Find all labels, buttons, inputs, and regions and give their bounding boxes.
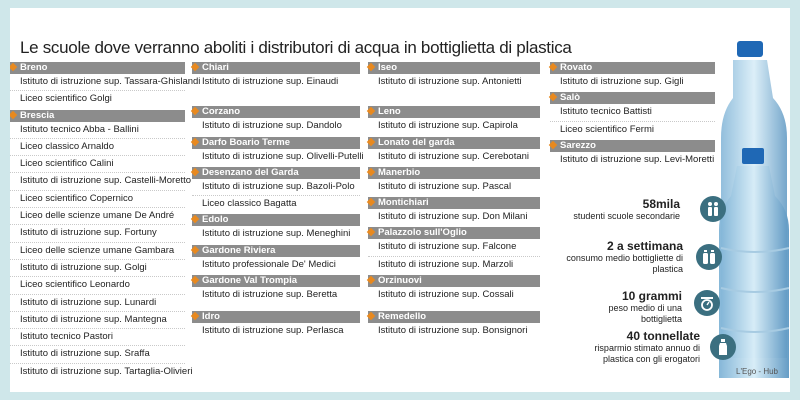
list-item: Istituto di istruzione sup. Bazoli-Polo: [192, 179, 360, 196]
list-item: Liceo scientifico Copernico: [10, 191, 185, 208]
column-4: [550, 60, 715, 168]
stat-bottles-week: [565, 240, 683, 274]
list-item: Istituto tecnico Battisti: [550, 104, 715, 121]
column-3: [368, 60, 540, 340]
students-icon: [700, 196, 726, 222]
infographic-sheet: [10, 8, 790, 392]
column-2: [192, 60, 364, 340]
group-header: Manerbio: [368, 167, 540, 179]
list-item: Liceo scientifico Calini: [10, 156, 185, 173]
list-item: Istituto di istruzione sup. Cerebotani: [378, 150, 530, 162]
group-header: Montichiari: [368, 197, 540, 209]
group-header: Gardone Riviera: [192, 245, 360, 257]
group-header: Iseo: [368, 62, 540, 74]
stat-label: studenti scuole secondarie: [573, 211, 680, 221]
scale-icon: [694, 290, 720, 316]
group-header: Rovato: [550, 62, 715, 74]
column-1: [10, 60, 201, 380]
list-item: Istituto di istruzione sup. Capirola: [378, 120, 518, 132]
bottles-icon: [696, 244, 722, 270]
list-item: Liceo delle scienze umane De André: [10, 208, 185, 225]
list-item: Istituto di istruzione sup. Lunardi: [10, 295, 185, 312]
stat-value: 58mila: [642, 197, 680, 211]
list-item: Istituto di istruzione sup. Falcone: [368, 239, 540, 256]
stat-label: consumo medio bottigliette di plastica: [566, 253, 683, 274]
group-header: Sarezzo: [550, 140, 715, 152]
list-item: Istituto di istruzione sup. Einaudi: [202, 76, 339, 87]
list-item: Istituto di istruzione sup. Sraffa: [10, 346, 185, 363]
list-item: Istituto di istruzione sup. Levi-Moretti: [560, 153, 715, 165]
list-item: Istituto di istruzione sup. Fortuny: [10, 225, 185, 242]
list-item: Istituto tecnico Pastori: [10, 329, 185, 346]
list-item: Istituto di istruzione sup. Gigli: [560, 76, 684, 87]
list-item: Liceo classico Arnaldo: [10, 139, 185, 156]
list-item: Istituto di istruzione sup. Antonietti: [378, 76, 522, 87]
list-item: Liceo classico Bagatta: [202, 198, 297, 210]
group-header: Desenzano del Garda: [192, 167, 360, 179]
list-item: Istituto di istruzione sup. Marzoli: [378, 258, 514, 270]
list-item: Istituto di istruzione sup. Olivelli-Putelli: [202, 150, 364, 162]
list-item: Istituto di istruzione sup. Dandolo: [202, 120, 342, 132]
list-item: Liceo scientifico Golgi: [20, 93, 112, 105]
list-item: Istituto di istruzione sup. Mantegna: [10, 312, 185, 329]
list-item: Istituto di istruzione sup. Tartaglia-Olivieri: [20, 365, 193, 377]
list-item: Istituto di istruzione sup. Bonsignori: [378, 325, 528, 337]
list-item: Istituto di istruzione sup. Pascal: [378, 180, 512, 192]
group-header: Brescia: [10, 110, 185, 122]
list-item: Istituto di istruzione sup. Cossali: [378, 289, 514, 301]
list-item: Istituto di istruzione sup. Castelli-Moretto: [10, 173, 185, 190]
list-item: Istituto tecnico Abba - Ballini: [10, 122, 185, 139]
stat-value: 10 grammi: [621, 289, 682, 303]
bottle-icon: [710, 334, 736, 360]
group-header: Breno: [10, 62, 185, 74]
list-item: Istituto di istruzione sup. Don Milani: [378, 211, 528, 223]
list-item: Istituto di istruzione sup. Meneghini: [202, 228, 351, 240]
group-header: Idro: [192, 311, 360, 323]
list-item: Liceo delle scienze umane Gambara: [10, 243, 185, 260]
group-header: Gardone Val Trompia: [192, 275, 360, 287]
stat-label: peso medio di una bottiglietta: [608, 303, 682, 324]
stat-label: risparmio stimato annuo di plastica con gli erogatori: [594, 343, 700, 364]
group-header: Corzano: [192, 106, 360, 118]
group-header: Chiari: [192, 62, 360, 74]
stat-students: [565, 198, 680, 222]
list-item: Liceo scientifico Fermi: [560, 123, 654, 135]
list-item: Istituto di istruzione sup. Beretta: [202, 289, 338, 301]
group-header: Palazzolo sull'Oglio: [368, 227, 540, 239]
group-header: Remedello: [368, 311, 540, 323]
credit: L'Ego - Hub: [736, 367, 778, 376]
list-item: Istituto di istruzione sup. Tassara-Ghislandi: [10, 74, 185, 91]
group-header: Lonato del garda: [368, 137, 540, 149]
group-header: Leno: [368, 106, 540, 118]
stat-value: 40 tonnellate: [626, 329, 700, 343]
stat-value: 2 a settimana: [606, 239, 683, 253]
list-item: Istituto professionale De' Medici: [202, 258, 336, 270]
list-item: Liceo scientifico Leonardo: [10, 277, 185, 294]
stat-weight: [585, 290, 682, 324]
stat-plastic-savings: [565, 330, 700, 364]
group-header: Salò: [550, 92, 715, 104]
group-header: Edolo: [192, 214, 360, 226]
group-header: Darfo Boario Terme: [192, 137, 360, 149]
group-header: Orzinuovi: [368, 275, 540, 287]
list-item: Istituto di istruzione sup. Perlasca: [202, 325, 344, 337]
page-title: Le scuole dove verranno aboliti i distributori di acqua in bottiglietta di plastica: [20, 38, 572, 57]
list-item: Istituto di istruzione sup. Golgi: [10, 260, 185, 277]
